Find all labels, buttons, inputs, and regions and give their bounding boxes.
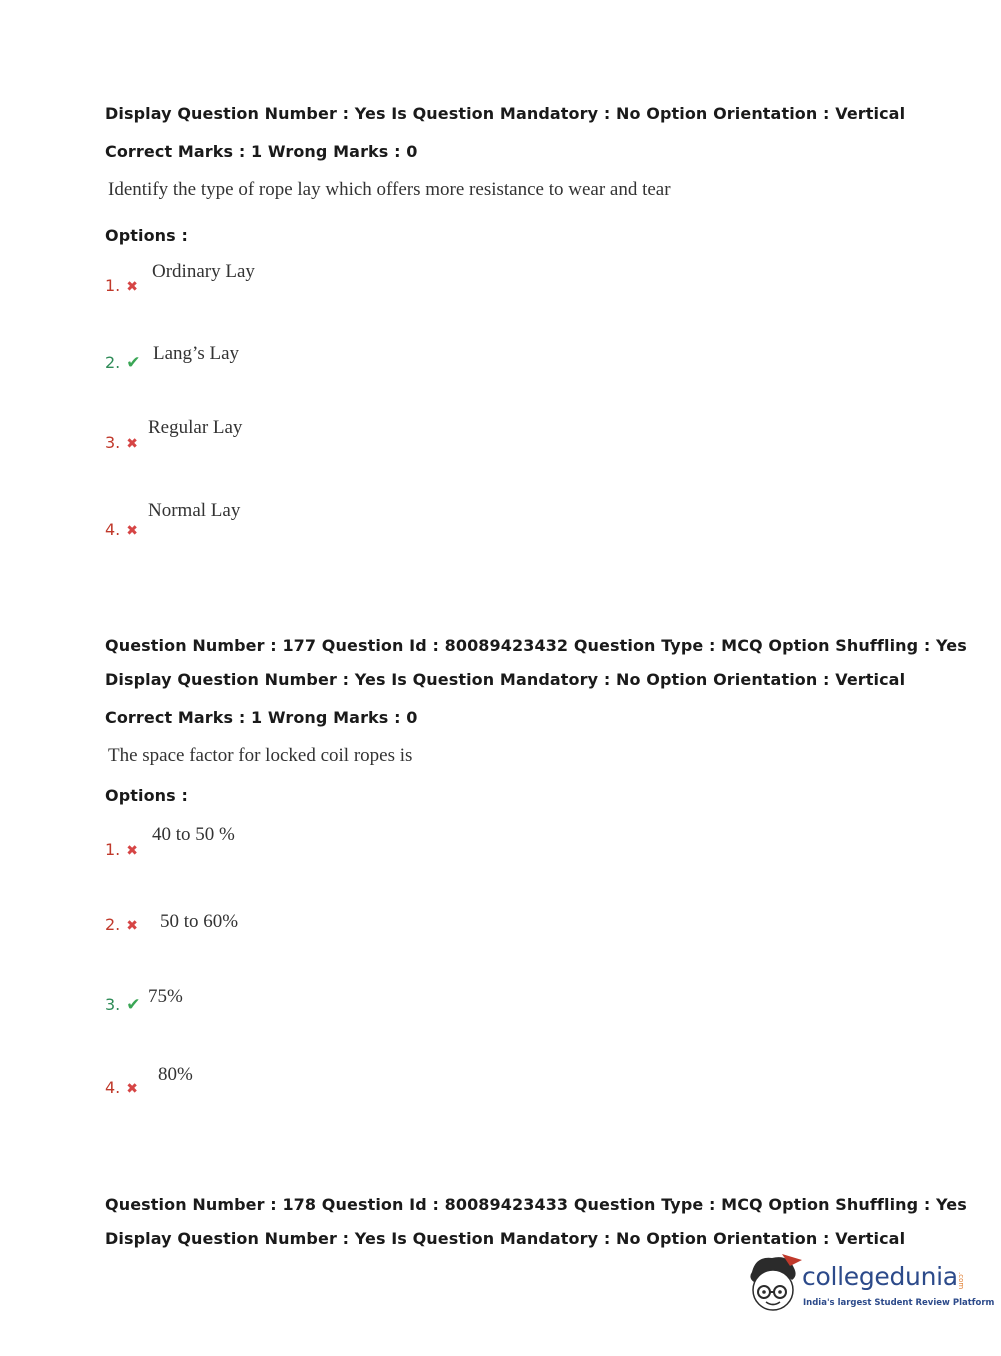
q177-option-3-text: 75% [148, 986, 183, 1007]
q177-question-text: The space factor for locked coil ropes is [108, 745, 413, 766]
q176-option-2 [105, 353, 141, 373]
cross-icon: ✖ [126, 279, 138, 295]
q176-option-4-text: Normal Lay [148, 500, 241, 521]
option-number: 3. [105, 433, 121, 452]
mascot-icon [742, 1250, 804, 1320]
q176-meta-display: Display Question Number : Yes Is Question Mandatory : No Option Orientation : Vertical [105, 104, 906, 123]
q176-options-label: Options : [105, 226, 188, 245]
check-icon: ✔ [126, 353, 141, 373]
cross-icon: ✖ [126, 1081, 138, 1097]
option-number: 2. [105, 915, 121, 934]
q177-option-2-text: 50 to 60% [160, 911, 239, 932]
option-number: 1. [105, 840, 121, 859]
q177-option-4 [105, 1078, 138, 1097]
q178-meta-display: Display Question Number : Yes Is Question Mandatory : No Option Orientation : Vertical [105, 1229, 906, 1248]
q176-option-1 [105, 276, 138, 295]
q177-option-4-text: 80% [158, 1064, 193, 1085]
cross-icon: ✖ [126, 843, 138, 859]
q176-option-3 [105, 433, 138, 452]
q177-options-label: Options : [105, 786, 188, 805]
option-number: 3. [105, 995, 121, 1014]
cross-icon: ✖ [126, 918, 138, 934]
option-number: 2. [105, 353, 121, 372]
q177-meta-header: Question Number : 177 Question Id : 80089423432 Question Type : MCQ Option Shuffling : Yes [105, 636, 967, 655]
logo-wordmark: collegedunia [802, 1262, 958, 1291]
q176-option-4 [105, 520, 138, 539]
q176-option-1-text: Ordinary Lay [152, 261, 255, 282]
q177-option-2 [105, 915, 138, 934]
option-number: 4. [105, 520, 121, 539]
q177-meta-marks: Correct Marks : 1 Wrong Marks : 0 [105, 708, 418, 727]
logo-suffix: .com [957, 1272, 965, 1290]
q176-meta-marks: Correct Marks : 1 Wrong Marks : 0 [105, 142, 418, 161]
q176-option-2-text: Lang’s Lay [153, 343, 240, 364]
q176-question-text: Identify the type of rope lay which offers more resistance to wear and tear [108, 179, 671, 200]
collegedunia-logo [742, 1250, 995, 1320]
q177-option-1-text: 40 to 50 % [152, 824, 235, 845]
q178-meta-header: Question Number : 178 Question Id : 80089423433 Question Type : MCQ Option Shuffling : Yes [105, 1195, 967, 1214]
check-icon: ✔ [126, 995, 141, 1015]
logo-tagline: India's largest Student Review Platform [803, 1298, 995, 1308]
q176-option-3-text: Regular Lay [148, 417, 243, 438]
q177-option-1 [105, 840, 138, 859]
cross-icon: ✖ [126, 436, 138, 452]
q177-option-3 [105, 995, 141, 1015]
option-number: 1. [105, 276, 121, 295]
option-number: 4. [105, 1078, 121, 1097]
q177-meta-display: Display Question Number : Yes Is Question Mandatory : No Option Orientation : Vertical [105, 670, 906, 689]
cross-icon: ✖ [126, 523, 138, 539]
